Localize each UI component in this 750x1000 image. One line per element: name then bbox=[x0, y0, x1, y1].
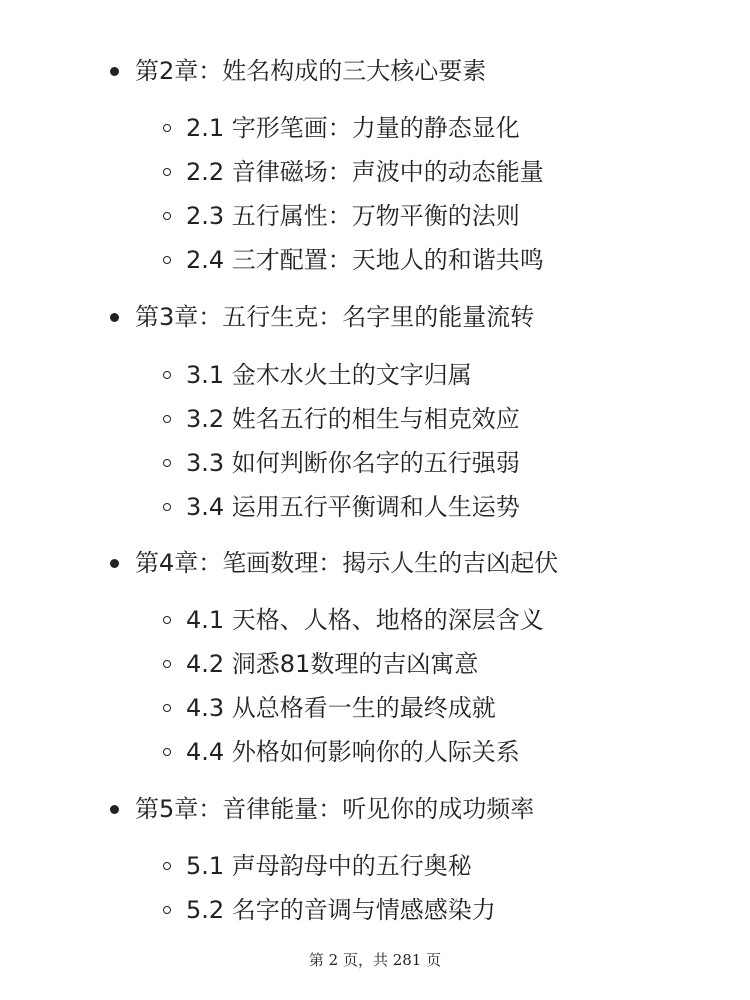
toc-section-3-1 bbox=[163, 358, 472, 392]
hollow-bullet-icon bbox=[163, 862, 171, 870]
toc-section-4-4 bbox=[163, 735, 520, 769]
hollow-bullet-icon bbox=[163, 616, 171, 624]
toc-chapter-2 bbox=[110, 54, 486, 88]
hollow-bullet-icon bbox=[163, 124, 171, 132]
hollow-bullet-icon bbox=[163, 748, 171, 756]
hollow-bullet-icon bbox=[163, 371, 171, 379]
hollow-bullet-icon bbox=[163, 415, 171, 423]
section-title: 3.3 如何判断你名字的五行强弱 bbox=[186, 449, 520, 477]
chapter-title: 第2章：姓名构成的三大核心要素 bbox=[135, 57, 487, 85]
hollow-bullet-icon bbox=[163, 704, 171, 712]
toc-section-2-2 bbox=[163, 155, 544, 189]
chapter-title: 第3章：五行生克：名字里的能量流转 bbox=[135, 303, 535, 331]
section-title: 4.3 从总格看一生的最终成就 bbox=[186, 694, 496, 722]
toc-section-2-4 bbox=[163, 243, 544, 277]
filled-bullet-icon bbox=[110, 805, 119, 814]
hollow-bullet-icon bbox=[163, 256, 171, 264]
hollow-bullet-icon bbox=[163, 503, 171, 511]
section-title: 2.2 音律磁场：声波中的动态能量 bbox=[186, 158, 544, 186]
hollow-bullet-icon bbox=[163, 660, 171, 668]
toc-section-5-1 bbox=[163, 849, 472, 883]
section-title: 4.2 洞悉81数理的吉凶寓意 bbox=[186, 650, 479, 678]
chapter-title: 第5章：音律能量：听见你的成功频率 bbox=[135, 795, 535, 823]
hollow-bullet-icon bbox=[163, 906, 171, 914]
chapter-title: 第4章：笔画数理：揭示人生的吉凶起伏 bbox=[135, 549, 559, 577]
toc-section-5-2 bbox=[163, 893, 496, 927]
toc-section-4-1 bbox=[163, 603, 544, 637]
toc-section-4-2 bbox=[163, 647, 478, 681]
hollow-bullet-icon bbox=[163, 459, 171, 467]
filled-bullet-icon bbox=[110, 67, 119, 76]
section-title: 2.1 字形笔画：力量的静态显化 bbox=[186, 114, 520, 142]
section-title: 4.1 天格、人格、地格的深层含义 bbox=[186, 606, 544, 634]
section-title: 3.4 运用五行平衡调和人生运势 bbox=[186, 493, 520, 521]
toc-section-3-3 bbox=[163, 446, 520, 480]
filled-bullet-icon bbox=[110, 559, 119, 568]
toc-chapter-4 bbox=[110, 546, 558, 580]
filled-bullet-icon bbox=[110, 313, 119, 322]
section-title: 3.1 金木水火土的文字归属 bbox=[186, 361, 472, 389]
toc-section-4-3 bbox=[163, 691, 496, 725]
toc-section-3-4 bbox=[163, 490, 520, 524]
section-title: 4.4 外格如何影响你的人际关系 bbox=[186, 738, 520, 766]
section-title: 2.4 三才配置：天地人的和谐共鸣 bbox=[186, 246, 544, 274]
toc-section-3-2 bbox=[163, 402, 520, 436]
page-number-footer: 第 2 页，共 281 页 bbox=[308, 951, 442, 969]
section-title: 5.1 声母韵母中的五行奥秘 bbox=[186, 852, 472, 880]
toc-chapter-3 bbox=[110, 300, 534, 334]
hollow-bullet-icon bbox=[163, 212, 171, 220]
section-title: 3.2 姓名五行的相生与相克效应 bbox=[186, 405, 520, 433]
section-title: 2.3 五行属性：万物平衡的法则 bbox=[186, 202, 520, 230]
toc-chapter-5 bbox=[110, 792, 534, 826]
section-title: 5.2 名字的音调与情感感染力 bbox=[186, 896, 496, 924]
toc-section-2-3 bbox=[163, 199, 520, 233]
toc-section-2-1 bbox=[163, 111, 520, 145]
hollow-bullet-icon bbox=[163, 168, 171, 176]
